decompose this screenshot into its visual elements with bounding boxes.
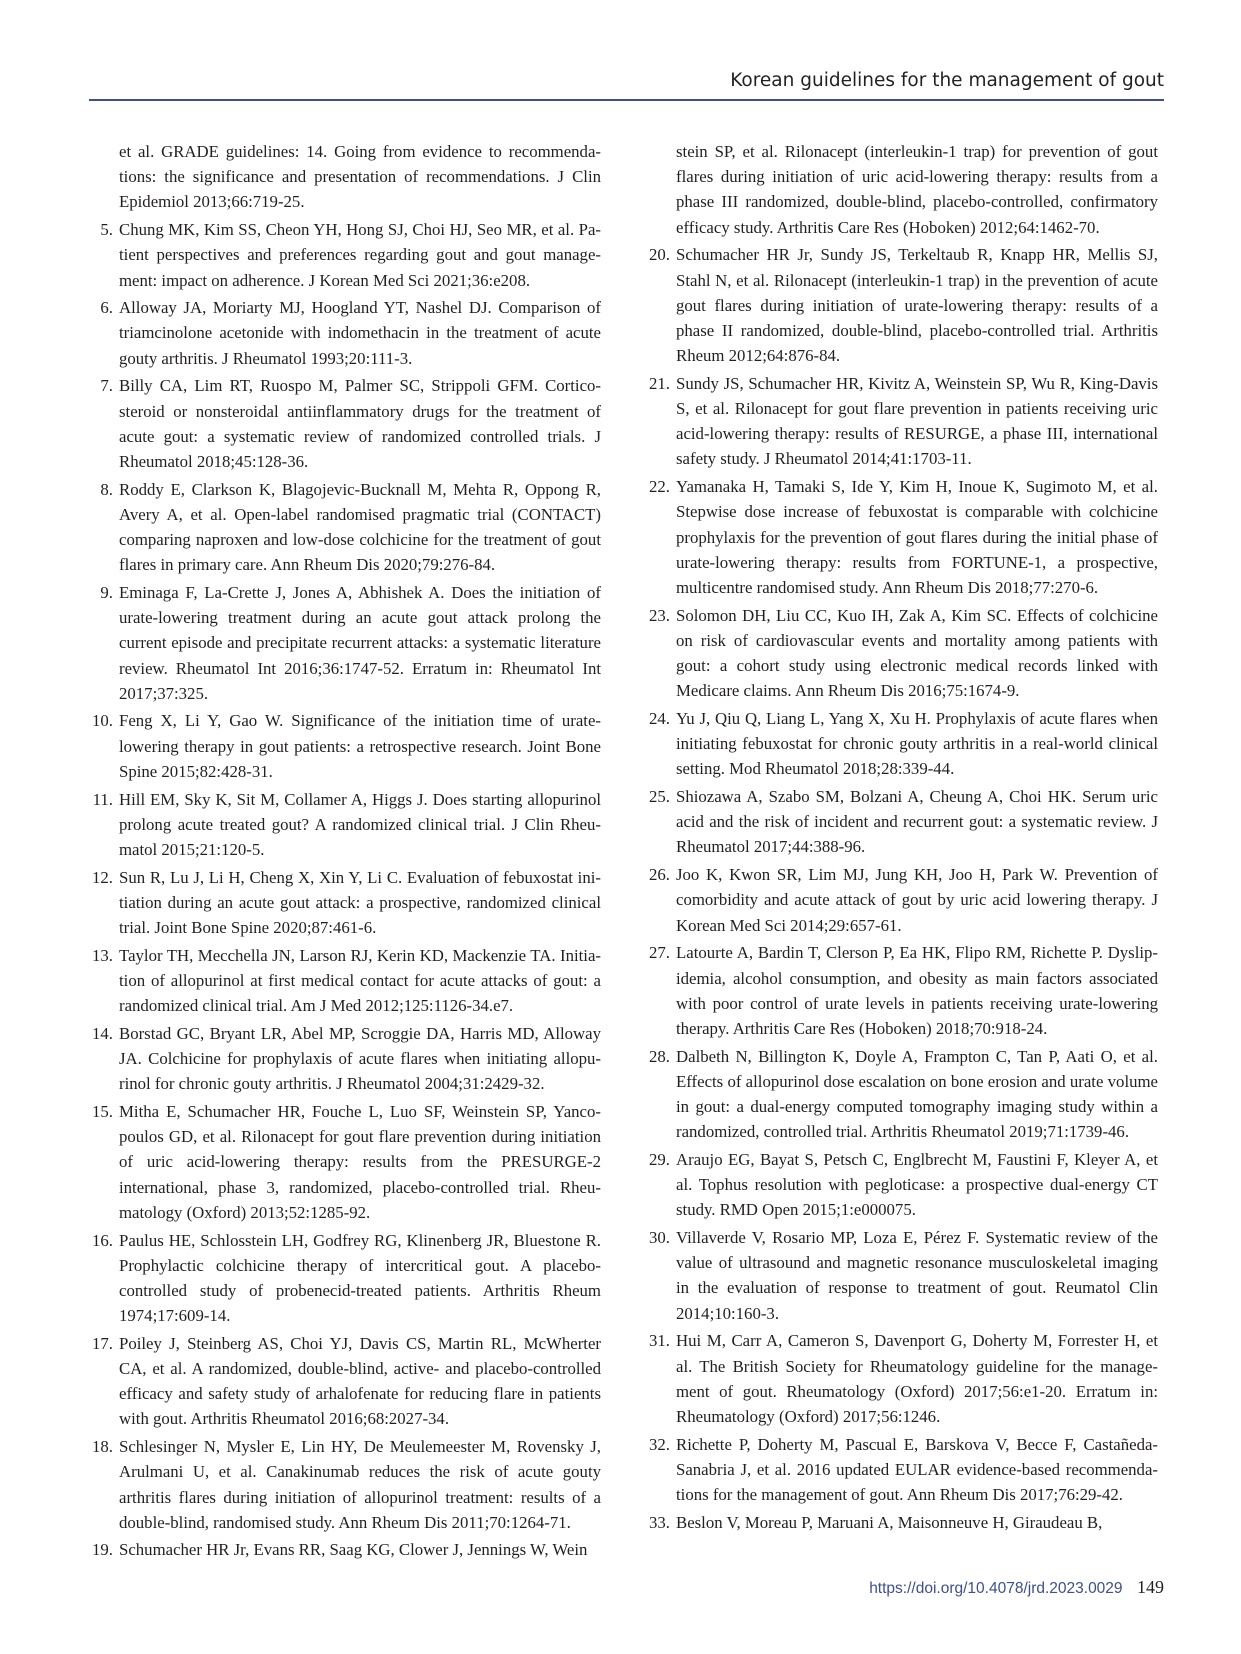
reference-column-right <box>646 139 1158 1537</box>
reference-text: Schlesinger N, Mysler E, Lin HY, De Meulemeester M, Rovensky J, Arulmani U, et al. Canakinumab reduces the risk of acute gouty arthritis flares during initiation of allopurinol treatment: results of a double-blind, randomised study. Ann Rheum Dis 2011;70:1264-71. <box>119 1437 601 1532</box>
reference-number: 16. <box>92 1230 113 1250</box>
reference-item <box>646 1432 1158 1508</box>
reference-number: 31. <box>649 1331 670 1351</box>
page-number: 149 <box>1137 1577 1164 1597</box>
reference-number: 24. <box>649 708 670 728</box>
reference-number: 22. <box>649 477 670 497</box>
reference-text: Sundy JS, Schumacher HR, Kivitz A, Weinstein SP, Wu R, King-Davis S, et al. Rilonacept for gout flare prevention in patients receiving uric acid-lowering therapy: results of RESURGE, a phase III, international safety study. J Rheumatol 2014;41:1703-11. <box>676 373 1158 469</box>
reference-number: 6. <box>100 298 113 318</box>
reference-text: Paulus HE, Schlosstein LH, Godfrey RG, Klinenberg JR, Bluestone R. Prophylactic colchicine therapy of intercritical gout. A placebo-controlled study of probenecid-treated patients. Arthritis Rheum 1974;17:609-14. <box>119 1230 601 1326</box>
reference-number: 29. <box>649 1149 670 1169</box>
reference-number: 20. <box>649 245 670 265</box>
reference-item <box>89 1537 601 1562</box>
reference-item <box>89 708 601 784</box>
reference-text: Araujo EG, Bayat S, Petsch C, Englbrecht M, Faustini F, Kleyer A, et al. Tophus resolution with pegloticase: a prospective dual-energy CT study. RMD Open 2015;1:e000075. <box>676 1149 1158 1220</box>
reference-item <box>89 1228 601 1329</box>
reference-number: 30. <box>649 1228 670 1248</box>
reference-number: 14. <box>92 1023 113 1043</box>
reference-text: Sun R, Lu J, Li H, Cheng X, Xin Y, Li C. Evaluation of febuxostat initiation during an acute gout attack: a prospective, randomized clinical trial. Joint Bone Spine 2020;87:461-6. <box>119 867 601 938</box>
reference-item <box>646 1147 1158 1223</box>
reference-item <box>89 1099 601 1225</box>
reference-item <box>89 373 601 474</box>
reference-number: 27. <box>649 943 670 963</box>
reference-item <box>646 371 1158 472</box>
reference-text: Billy CA, Lim RT, Ruospo M, Palmer SC, Strippoli GFM. Corticosteroid or nonsteroidal antiinflammatory drugs for the treatment of acute gout: a systematic review of randomized controlled trials. J Rheumatol 2018;45:128-36. <box>119 376 601 471</box>
reference-text: Hui M, Carr A, Cameron S, Davenport G, Doherty M, Forrester H, et al. The British Society for Rheumatology guideline for the management of gout. Rheumatology (Oxford) 2017;56:e1-20. Erratum in: Rheumatology (Oxford) 2017;56:1246. <box>676 1331 1158 1426</box>
reference-text: Joo K, Kwon SR, Lim MJ, Jung KH, Joo H, Park W. Prevention of comorbidity and acute attack of gout by uric acid lowering therapy. J Korean Med Sci 2014;29:657-61. <box>676 865 1158 935</box>
reference-number: 19. <box>92 1540 113 1560</box>
reference-text: stein SP, et al. Rilonacept (interleukin-1 trap) for prevention of gout flares during initiation of uric acid-lowering therapy: results from a phase III randomized, double-blind, placebo-controlled, confirmatory efficacy study. Arthritis Care Res (Hoboken) 2012;64:1462-70. <box>676 142 1158 237</box>
reference-item <box>89 217 601 293</box>
reference-text: Mitha E, Schumacher HR, Fouche L, Luo SF, Weinstein SP, Yancopoulos GD, et al. Rilonacept for gout flare prevention during initiation of uric acid-lowering therapy: results from the PRESURGE-2 international, phase 3, randomized, placebo-controlled trial. Rheumatology (Oxford) 2013;52:1285-92. <box>119 1102 601 1222</box>
reference-text: Yu J, Qiu Q, Liang L, Yang X, Xu H. Prophylaxis of acute flares when initiating febuxostat for chronic gouty arthritis in a real-world clinical setting. Mod Rheumatol 2018;28:339-44. <box>676 708 1158 779</box>
reference-item <box>89 295 601 371</box>
running-title: Korean guidelines for the management of gout <box>730 70 1164 91</box>
reference-text: Chung MK, Kim SS, Cheon YH, Hong SJ, Choi HJ, Seo MR, et al. Patient perspectives and preferences regarding gout and gout management: impact on adherence. J Korean Med Sci 2021;36:e208. <box>119 220 601 290</box>
reference-number: 13. <box>92 945 113 965</box>
reference-text: Poiley J, Steinberg AS, Choi YJ, Davis CS, Martin RL, McWherter CA, et al. A randomized, double-blind, active- and placebo-controlled efficacy and safety study of arhalofenate for reducing flare in patients with gout. Arthritis Rheumatol 2016;68:2027-34. <box>119 1333 601 1429</box>
reference-item <box>646 706 1158 782</box>
reference-text: et al. GRADE guidelines: 14. Going from evidence to recommendations: the significance and presentation of recommendations. J Clin Epidemiol 2013;66:719-25. <box>119 142 601 212</box>
reference-text: Taylor TH, Mecchella JN, Larson RJ, Kerin KD, Mackenzie TA. Initiation of allopurinol at first medical contact for acute attacks of gout: a randomized clinical trial. Am J Med 2012;125:1126-34.e7. <box>119 945 601 1016</box>
reference-text: Yamanaka H, Tamaki S, Ide Y, Kim H, Inoue K, Sugimoto M, et al. Stepwise dose increase of febuxostat is comparable with colchicine prophylaxis for the prevention of gout flares during the initial phase of urate-lowering therapy: results from FORTUNE-1, a prospective, multicentre randomised study. Ann Rheum Dis 2018;77:270-6. <box>676 477 1158 597</box>
reference-item <box>89 477 601 578</box>
reference-item <box>646 1328 1158 1429</box>
reference-number: 33. <box>649 1512 670 1532</box>
reference-number: 15. <box>92 1102 113 1122</box>
reference-item <box>646 1225 1158 1326</box>
reference-item <box>89 943 601 1019</box>
reference-number: 9. <box>100 582 113 602</box>
reference-item <box>89 1331 601 1432</box>
reference-number: 7. <box>100 376 113 396</box>
reference-number: 23. <box>649 605 670 625</box>
reference-number: 5. <box>100 220 113 240</box>
reference-text: Borstad GC, Bryant LR, Abel MP, Scroggie DA, Harris MD, Alloway JA. Colchicine for prophylaxis of acute flares when initiating allopurinol for chronic gouty arthritis. J Rheumatol 2004;31:2429-32. <box>119 1023 601 1094</box>
reference-continuation <box>89 139 601 215</box>
reference-text: Villaverde V, Rosario MP, Loza E, Pérez F. Systematic review of the value of ultrasound and magnetic resonance musculoskeletal imaging in the evaluation of response to treatment of gout. Reumatol Clin 2014;10:160-3. <box>676 1228 1158 1323</box>
reference-number: 18. <box>92 1437 113 1457</box>
reference-item <box>646 603 1158 704</box>
reference-item <box>646 474 1158 600</box>
reference-item <box>646 1044 1158 1145</box>
reference-number: 11. <box>92 789 113 809</box>
header-rule <box>89 99 1164 101</box>
reference-number: 8. <box>100 479 113 499</box>
reference-text: Feng X, Li Y, Gao W. Significance of the initiation time of urate-lowering therapy in gout patients: a retrospective research. Joint Bone Spine 2015;82:428-31. <box>119 711 601 781</box>
reference-number: 26. <box>649 865 670 885</box>
doi-link[interactable]: https://doi.org/10.4078/jrd.2023.0029 <box>869 1580 1123 1597</box>
reference-item <box>646 784 1158 860</box>
reference-text: Shiozawa A, Szabo SM, Bolzani A, Cheung A, Choi HK. Serum uric acid and the risk of incident and recurrent gout: a systematic review. J Rheumatol 2017;44:388-96. <box>676 787 1158 857</box>
reference-number: 21. <box>649 373 670 393</box>
reference-item <box>646 1510 1158 1535</box>
reference-item <box>646 862 1158 938</box>
reference-item <box>89 865 601 941</box>
reference-text: Alloway JA, Moriarty MJ, Hoogland YT, Nashel DJ. Comparison of triamcinolone acetonide with indomethacin in the treatment of acute gouty arthritis. J Rheumatol 1993;20:111-3. <box>119 298 601 368</box>
reference-number: 17. <box>92 1333 113 1353</box>
reference-item <box>646 940 1158 1041</box>
page-footer <box>869 1577 1164 1598</box>
reference-text: Schumacher HR Jr, Evans RR, Saag KG, Clower J, Jennings W, Wein <box>119 1540 588 1560</box>
reference-number: 12. <box>92 867 113 887</box>
reference-text: Beslon V, Moreau P, Maruani A, Maisonneuve H, Giraudeau B, <box>676 1512 1103 1532</box>
reference-number: 10. <box>92 711 113 731</box>
reference-text: Dalbeth N, Billington K, Doyle A, Frampton C, Tan P, Aati O, et al. Effects of allopurinol dose escalation on bone erosion and urate volume in gout: a dual-energy computed tomography imaging study within a randomized, controlled trial. Arthritis Rheumatol 2019;71:1739-46. <box>676 1046 1158 1142</box>
reference-text: Eminaga F, La-Crette J, Jones A, Abhishek A. Does the initiation of urate-lowering treatment during an acute gout attack prolong the current episode and precipitate recurrent attacks: a systematic literature review. Rheumatol Int 2016;36:1747-52. Erratum in: Rheumatol Int 2017;37:325. <box>119 582 601 703</box>
reference-item <box>89 1021 601 1097</box>
reference-item <box>89 580 601 706</box>
reference-column-left <box>89 139 601 1565</box>
reference-item <box>89 787 601 863</box>
reference-text: Latourte A, Bardin T, Clerson P, Ea HK, Flipo RM, Richette P. Dyslipidemia, alcohol consumption, and obesity as main factors associated with poor control of urate levels in patients receiving urate-lowering therapy. Arthritis Care Res (Hoboken) 2018;70:918-24. <box>676 943 1158 1038</box>
reference-text: Roddy E, Clarkson K, Blagojevic-Bucknall M, Mehta R, Oppong R, Avery A, et al. Open-label randomised pragmatic trial (CONTACT) comparing naproxen and low-dose colchicine for the treatment of gout flares in primary care. Ann Rheum Dis 2020;79:276-84. <box>119 479 601 575</box>
reference-text: Schumacher HR Jr, Sundy JS, Terkeltaub R, Knapp HR, Mellis SJ, Stahl N, et al. Rilonacept (interleukin-1 trap) in the prevention of acute gout flares during initiation of urate-lowering therapy: results of a phase II randomized, double-blind, placebo-controlled trial. Arthritis Rheum 2012;64:876-84. <box>676 245 1158 366</box>
reference-text: Solomon DH, Liu CC, Kuo IH, Zak A, Kim SC. Effects of colchicine on risk of cardiovascular events and mortality among patients with gout: a cohort study using electronic medical records linked with Medicare claims. Ann Rheum Dis 2016;75:1674-9. <box>676 605 1158 701</box>
reference-text: Hill EM, Sky K, Sit M, Collamer A, Higgs J. Does starting allopurinol prolong acute treated gout? A randomized clinical trial. J Clin Rheumatol 2015;21:120-5. <box>119 789 601 859</box>
reference-continuation <box>646 139 1158 240</box>
reference-number: 25. <box>649 787 670 807</box>
reference-item <box>89 1434 601 1535</box>
reference-item <box>646 242 1158 368</box>
reference-number: 28. <box>649 1046 670 1066</box>
reference-text: Richette P, Doherty M, Pascual E, Barskova V, Becce F, Castañeda-Sanabria J, et al. 2016 updated EULAR evidence-based recommendations for the management of gout. Ann Rheum Dis 2017;76:29-42. <box>676 1434 1158 1505</box>
reference-number: 32. <box>649 1434 670 1454</box>
